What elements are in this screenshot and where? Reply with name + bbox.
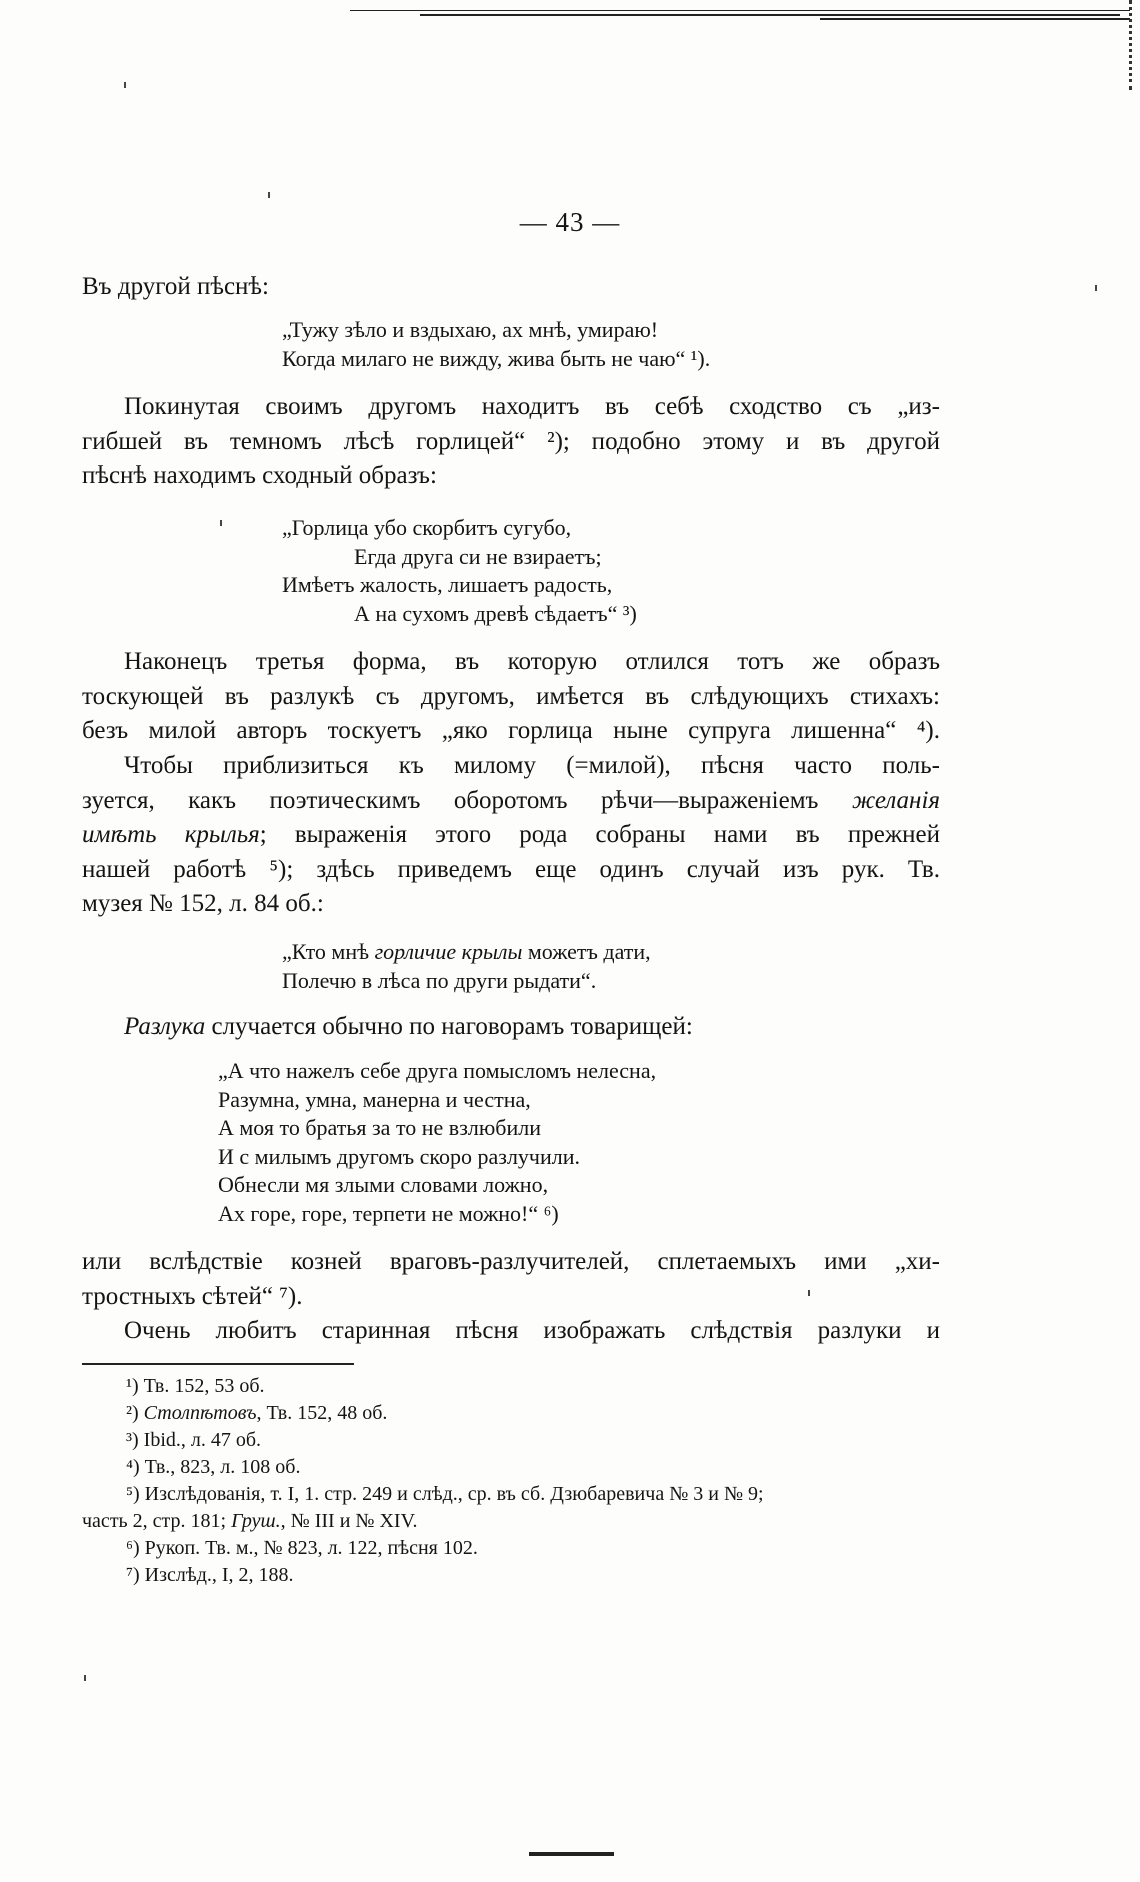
verse-quote (218, 1057, 656, 1228)
text-span: можетъ дати, (522, 939, 651, 964)
text-line: тростныхъ сѣтей“ ⁷). (82, 1282, 303, 1310)
footnote: ⁷) Изслѣд., I, 2, 188. (126, 1564, 294, 1586)
text-line (82, 784, 940, 819)
italic-term: имѣть крылья (82, 821, 260, 848)
footnote: ⁵) Изслѣдованія, т. I, 1. стр. 249 и слѣд., ср. въ сб. Дзюбаревича № 3 и № 9; (126, 1483, 764, 1505)
verse-line: Когда милаго не вижду, жива быть не чаю“ ¹). (282, 345, 711, 371)
footnote: ⁶) Рукоп. Тв. м., № 823, л. 122, пѣсня 102. (126, 1537, 478, 1559)
verse-line: „Горлица убо скорбитъ сугубо, (282, 515, 572, 540)
page-number: — 43 — (519, 207, 621, 237)
scan-speck (124, 82, 126, 88)
text-span: ; выраженія этого рода собраны нами въ прежней (259, 821, 940, 848)
verse-quote (282, 514, 637, 628)
text-span: зуется, какъ поэтическимъ оборотомъ рѣчи—выраженіемъ (82, 786, 819, 814)
verse-line: Егда друга си не взираетъ; (354, 543, 602, 569)
footnote-rule (82, 1363, 354, 1365)
scan-edge-line (820, 18, 1130, 20)
bottom-rule (529, 1852, 614, 1856)
verse-quote (282, 316, 710, 373)
text-line: или вслѣдствіе козней враговъ-разлучителей, сплетаемыхъ ими „хи- (82, 1248, 940, 1275)
text-span: , Тв. 152, 48 об. (256, 1402, 388, 1424)
text-line: музея № 152, л. 84 об.: (82, 890, 324, 917)
text-line (82, 818, 940, 853)
verse-line: „Тужу зѣло и вздыхаю, ах мнѣ, умираю! (282, 317, 659, 342)
italic-term: Разлука (124, 1013, 206, 1040)
verse-line: Полечю в лѣса по други рыдати“. (282, 967, 597, 993)
text-line: Чтобы приблизиться къ милому (=милой), пѣсня часто поль- (124, 752, 940, 779)
scan-edge-line (350, 10, 1130, 11)
verse-line (282, 938, 651, 967)
footnote: ¹) Тв. 152, 53 об. (126, 1375, 265, 1397)
text-line: Наконецъ третья форма, въ которую отлился тотъ же образъ (124, 648, 940, 675)
verse-line: А на сухомъ древѣ сѣдаетъ“ ³) (354, 600, 637, 626)
text-line: пѣснѣ находимъ сходный образъ: (82, 462, 437, 489)
paragraph (82, 390, 940, 494)
italic-term: Груш. (231, 1510, 281, 1532)
text-span: случается обычно по наговорамъ товарищей: (205, 1013, 693, 1040)
footnotes (82, 1373, 940, 1589)
verse-quote (282, 938, 651, 995)
footnote: ⁴) Тв., 823, л. 108 об. (126, 1456, 301, 1478)
verse-line: Разумна, умна, манерна и честна, (218, 1086, 531, 1112)
text-span: „Кто мнѣ (282, 939, 375, 964)
italic-term: горличие крылы (374, 939, 523, 964)
verse-line: Ах горе, горе, терпети не можно!“ ⁶) (218, 1200, 559, 1226)
scan-edge-line (420, 14, 1120, 16)
paragraph (82, 1245, 940, 1349)
text-line: нашей работѣ ⁵); здѣсь приведемъ еще одинъ случай изъ рук. Тв. (82, 855, 940, 883)
scan-speck (84, 1675, 86, 1681)
verse-line: И с милымъ другомъ скоро разлучили. (218, 1143, 581, 1169)
scan-speck (220, 520, 222, 526)
scan-speck (1095, 285, 1097, 291)
paragraph (82, 645, 940, 749)
paragraph (82, 1010, 940, 1045)
paragraph (82, 270, 940, 305)
text-line: Очень любитъ старинная пѣсня изображать слѣдствія разлуки и (124, 1317, 940, 1344)
text-line (82, 1010, 940, 1045)
text-span: часть 2, стр. 181; (82, 1510, 232, 1532)
footnote (82, 1400, 940, 1427)
verse-line: „А что нажелъ себе друга помысломъ нелесна, (218, 1058, 657, 1083)
text-line: Покинутая своимъ другомъ находитъ въ себѣ сходство съ „из- (124, 393, 940, 420)
text-line: безъ милой авторъ тоскуетъ „яко горлица ныне супруга лишенна“ ⁴). (82, 717, 940, 744)
scan-edge-marks (1125, 0, 1132, 90)
text-span: , № III и № XIV. (280, 1510, 418, 1532)
text-line: Въ другой пѣснѣ: (82, 273, 269, 300)
italic-term: желанія (851, 786, 941, 814)
italic-term: Столпѣтовъ (143, 1402, 257, 1424)
verse-line: Имѣетъ жалость, лишаетъ радость, (282, 572, 613, 597)
text-line: тоскующей въ разлукѣ съ другомъ, имѣется въ слѣдующихъ стихахъ: (82, 682, 940, 710)
footnote-continuation (82, 1508, 940, 1535)
verse-line: Обнесли мя злыми словами ложно, (218, 1172, 549, 1197)
scan-speck (268, 192, 270, 198)
text-line: гибшей въ темномъ лѣсѣ горлицей“ ²); подобно этому и въ другой (82, 427, 940, 455)
paragraph (82, 749, 940, 922)
text-span: ²) (126, 1402, 144, 1424)
footnote: ³) Ibid., л. 47 об. (126, 1429, 262, 1451)
verse-line: А моя то братья за то не взлюбили (218, 1115, 542, 1140)
